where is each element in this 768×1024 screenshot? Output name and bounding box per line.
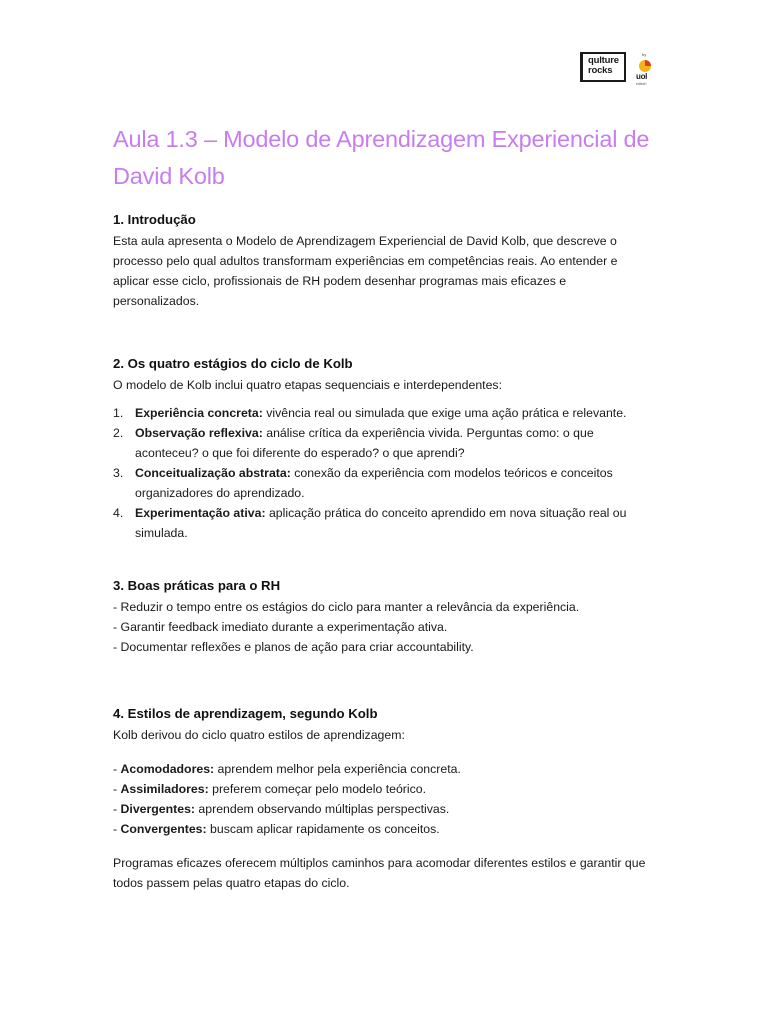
style-text: aprendem melhor pela experiência concreta. [214, 762, 461, 776]
style-term: Convergentes: [120, 822, 207, 836]
list-text: vivência real ou simulada que exige uma ação prática e relevante. [262, 406, 627, 420]
logo-wordmark-box [580, 52, 626, 82]
list-term: Experiência concreta: [135, 406, 263, 420]
style-item [113, 799, 653, 819]
logo-line-1: qulture [588, 55, 619, 66]
list-text: conexão da experiência com modelos teóricos e conceitos organizadores do aprendizado. [135, 466, 613, 500]
section-heading: 3. Boas práticas para o RH [113, 578, 281, 593]
style-term: Assimiladores: [120, 782, 209, 796]
list-term: Conceitualização abstrata: [135, 466, 291, 480]
logo-brand-text: uol [636, 72, 648, 81]
section-estilos [113, 703, 653, 893]
list-term: Experimentação ativa: [135, 506, 266, 520]
list-number: 2. [113, 426, 124, 440]
section-estagios [113, 353, 653, 543]
logo-sub-text: edtech [636, 82, 647, 86]
style-prefix: - [113, 822, 121, 836]
style-prefix: - [113, 802, 121, 816]
list-text: aplicação prática do conceito aprendido em nova situação real ou simulada. [135, 506, 627, 540]
style-term: Acomodadores: [120, 762, 215, 776]
qulture-rocks-logo [580, 52, 656, 92]
style-prefix: - [113, 762, 121, 776]
section-paragraph: Esta aula apresenta o Modelo de Aprendizagem Experiencial de David Kolb, que descreve o processo pelo qual adultos transformam experiências em competências reais. Ao entender e aplicar esse ciclo, profissionais de RH podem desenhar programas mais eficazes e personalizados. [113, 234, 618, 308]
section-paragraph: O modelo de Kolb inclui quatro etapas sequenciais e interdependentes: [113, 378, 502, 392]
list-text: análise crítica da experiência vivida. Perguntas como: o que aconteceu? o que foi diferente do esperado? o que aprendi? [135, 426, 594, 460]
style-text: preferem começar pelo modelo teórico. [208, 782, 427, 796]
style-text: aprendem observando múltiplas perspectivas. [195, 802, 450, 816]
style-prefix: - [113, 782, 121, 796]
list-number: 3. [113, 466, 124, 480]
practice-item: - Garantir feedback imediato durante a experimentação ativa. [113, 620, 448, 634]
logo-line-2: rocks [588, 65, 613, 76]
stages-list [113, 403, 653, 543]
list-term: Observação reflexiva: [135, 426, 263, 440]
logo-by-text: by [642, 52, 647, 57]
lesson-title: Aula 1.3 – Modelo de Aprendizagem Experiencial de David Kolb [113, 126, 650, 189]
style-item [113, 819, 653, 839]
section-paragraph: Kolb derivou do ciclo quatro estilos de aprendizagem: [113, 728, 405, 742]
section-closing-paragraph: Programas eficazes oferecem múltiplos caminhos para acomodar diferentes estilos e garantir que todos passem pelas quatro etapas do ciclo. [113, 856, 646, 890]
style-item [113, 759, 653, 779]
list-item [113, 423, 653, 463]
style-text: buscam aplicar rapidamente os conceitos. [206, 822, 440, 836]
list-number: 1. [113, 406, 124, 420]
lesson-content [113, 209, 653, 893]
list-number: 4. [113, 506, 124, 520]
section-introducao [113, 209, 653, 311]
section-heading: 1. Introdução [113, 212, 196, 227]
section-heading: 2. Os quatro estágios do ciclo de Kolb [113, 356, 353, 371]
list-item [113, 503, 653, 543]
practice-item: - Reduzir o tempo entre os estágios do ciclo para manter a relevância da experiência. [113, 600, 580, 614]
style-item [113, 779, 653, 799]
list-item [113, 463, 653, 503]
section-heading: 4. Estilos de aprendizagem, segundo Kolb [113, 706, 378, 721]
practice-item: - Documentar reflexões e planos de ação para criar accountability. [113, 640, 474, 654]
style-term: Divergentes: [120, 802, 196, 816]
list-item [113, 403, 653, 423]
section-boas-praticas [113, 575, 653, 657]
